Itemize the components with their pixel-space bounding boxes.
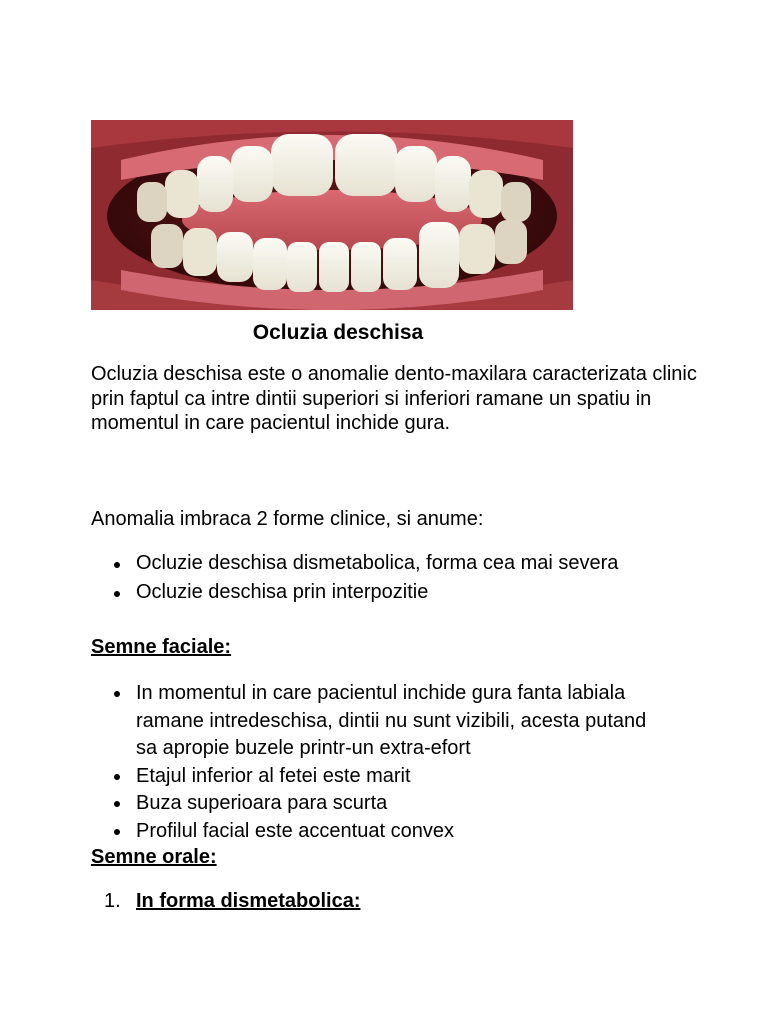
intro-paragraph: Ocluzia deschisa este o anomalie dento-maxilara caracterizata clinic prin faptul ca intre dintii superiori si inferiori ramane un spatiu in momentul in care pacientul inchide gura. (91, 363, 697, 434)
item-label: In forma dismetabolica: (136, 890, 361, 912)
oral-signs-heading: Semne orale: (91, 846, 217, 868)
bullet-icon (114, 591, 120, 597)
list-item: In momentul in care pacientul inchide gura fanta labiala ramane intredeschisa, dintii nu sunt vizibili, acesta putand sa apropie buzele printr-un extra-efort (91, 680, 701, 763)
bullet-icon (114, 691, 120, 697)
open-bite-photo (91, 120, 573, 310)
list-item: Buza superioara para scurta (91, 790, 701, 818)
numbered-item (104, 890, 361, 913)
list-item: Ocluzie deschisa dismetabolica, forma cea mai severa (91, 551, 701, 576)
forms-intro: Anomalia imbraca 2 forme clinice, si anume: (91, 508, 484, 530)
item-number: 1. (104, 890, 121, 912)
bullet-icon (114, 801, 120, 807)
list-item: Etajul inferior al fetei este marit (91, 763, 701, 791)
bullet-icon (114, 829, 120, 835)
bullet-icon (114, 562, 120, 568)
facial-signs-list (91, 680, 701, 845)
bullet-icon (114, 774, 120, 780)
list-item: Ocluzie deschisa prin interpozitie (91, 580, 701, 605)
page-title: Ocluzia deschisa (252, 321, 424, 344)
facial-signs-heading: Semne faciale: (91, 636, 232, 658)
list-item: Profilul facial este accentuat convex (91, 818, 701, 846)
forms-list (91, 551, 701, 604)
